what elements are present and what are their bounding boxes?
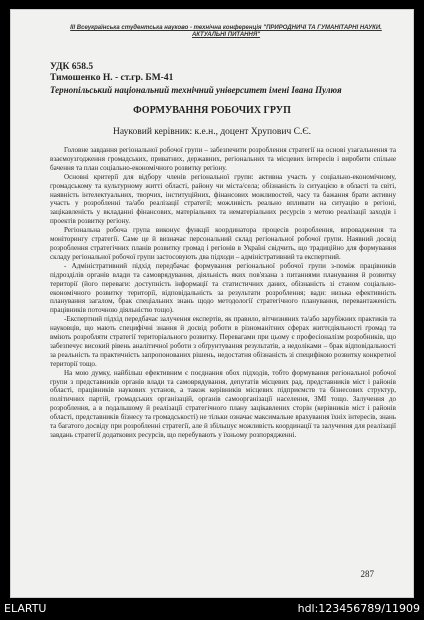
article-title: ФОРМУВАННЯ РОБОЧИХ ГРУП: [133, 105, 291, 116]
supervisor: Науковий керівник: к.е.н., доцент Хрупович С.Є.: [113, 127, 311, 137]
affiliation: Тернопільський національний технічний університет імені Івана Пулюя: [50, 85, 342, 95]
paragraph: Головне завдання регіональної робочої групи – забезпечити розроблення стратегії на основі узагальнення та взаємоузгодження громадських, приватних, державних, регіональних та місцевих інтересів і виробити спільне бачення та план соціально-економічного розвитку регіону.: [50, 146, 396, 172]
handle-link[interactable]: hdl:123456789/11909: [297, 602, 420, 615]
paragraph: Основні критерії для відбору членів регіональної групи: активна участь у соціально-економічному, громадському та культурному житті області, району чи міста/села; обізнаність із ситуацією в області та світі, наявність інтелектуальних, творчих, інституційних, фінансових можливостей, часу та бажання брати активну участь у розробленні та/або реалізації стратегії; можливість реально впливати на ситуацію в регіоні, зацікавленість у вкладанні фінансових, матеріальних та нематеріальних ресурсів з метою реалізації заходів і проектів розвитку регіону.: [50, 172, 396, 226]
conference-header: ІІІ Всеукраїнська студентська науково - технічна конференція "ПРИРОДНИЧІ ТА ГУМАНІТАРНІ НАУКИ. АКТУАЛЬНІ ПИТАННЯ": [70, 25, 382, 38]
article-body: [50, 146, 396, 440]
udk-code: УДК 658.5: [50, 62, 94, 72]
paragraph: На мою думку, найбільш ефективним є поєднання обох підходів, тобто формування регіональної робочої групи з представників органів влади та самоврядування, депутатів місцевих рад, представників міст і районів області, працівників наукових установ, а також керівників місцевих підприємств та бізнесових структур, політичних партій, громадських організацій, органів самоорганізації населення, ЗМІ тощо. Залучення до розроблення, а в подальшому й реалізації стратегічного плану зацікавлених сторін (керівників міст і районів області, представників бізнесу та громадськості) не тільки означає максимальне врахування їхніх інтересів, знань та багатого досвіду при розробленні стратегії, але й збільшує можливість координації та залучення для реалізації завдань стратегії додаткових ресурсів, що перебувають у їхньому розпорядженні.: [50, 368, 396, 439]
document-page: [10, 9, 414, 598]
paragraph: Регіональна робоча група виконує функції координатора процесів розроблення, впровадження та моніторингу стратегії. Саме це й визначає персональний склад регіональної робочої групи. Наявний досвід розроблення стратегічних планів розвитку громад і регіонів в Україні свідчить, що традиційно для формування складу регіональної робочої групи застосовують два підходи – адміністративний та експертний.: [50, 226, 396, 261]
viewer-footer: [0, 598, 424, 620]
paragraph: - Адміністративний підхід передбачає формування регіональної робочої групи з-поміж працівників підрозділів органів влади та самоврядування, діяльність яких пов'язана з питаннями планування й розвитку території (його переваги: доступність інформації та статистичних даних, обізнаність зі станом соціально-економічного розвитку території, відповідальність за результати розроблення; вади: низька ефективність планування загалом, брак спеціальних знань щодо методології стратегічного планування, перевантаженість працівників поточною діяльністю тощо).: [50, 261, 396, 315]
authors: Тимошенко Н. - ст.гр. БМ-41: [50, 73, 174, 83]
paragraph: -Експертний підхід передбачає залучення експертів, як правило, вітчизняних та/або зарубіжних практиків та науковців, що мають специфічні знання й досвід роботи в різноманітних сферах життєдіяльності громад та вміють розробляти стратегії територіального розвитку. Перевагами при цьому є професіоналізм розробників, що забезпечує високий рівень аналітичної роботи з обґрунтування результатів, а недоліками – брак відповідальності за реальність та практичність запропонованих рішень, недостатня обізнаність зі специфікою розвитку конкретної території тощо.: [50, 315, 396, 368]
page-number: 287: [360, 569, 374, 579]
repository-name: ELARTU: [4, 602, 47, 615]
